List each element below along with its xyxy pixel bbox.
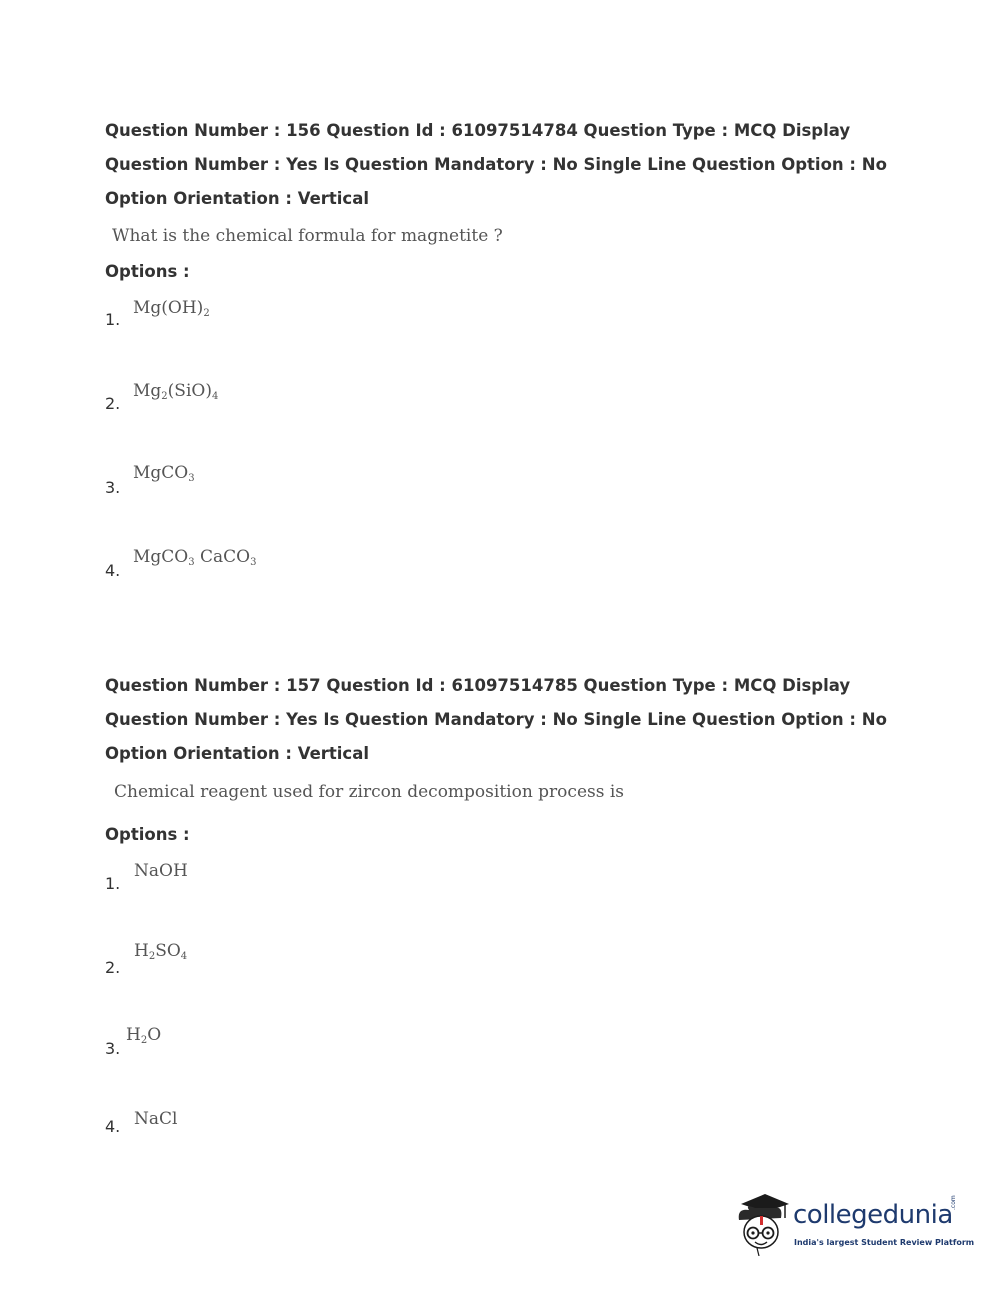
- option-value[interactable]: MgCO$_3$ CaCO$_3$: [133, 547, 257, 568]
- option-value[interactable]: $Mg(OH)_2$: [133, 298, 210, 319]
- options-label: Options :: [105, 262, 190, 281]
- option-value[interactable]: $H_2SO_4$: [134, 941, 188, 962]
- question-text: Chemical reagent used for zircon decomposition process is: [114, 782, 625, 802]
- logo-wordmark: collegedunia: [793, 1200, 953, 1230]
- logo-tagline: India's largest Student Review Platform: [794, 1238, 975, 1247]
- option-value[interactable]: MgCO$_3$: [133, 463, 195, 484]
- option-value[interactable]: NaOH: [134, 861, 188, 881]
- option-number: 3.: [105, 478, 121, 497]
- options-label: Options :: [105, 825, 190, 844]
- option-number: 4.: [105, 1117, 121, 1136]
- question-text: What is the chemical formula for magnetite ?: [112, 226, 503, 246]
- question-header: Question Number : 157 Question Id : 61097514785 Question Type : MCQ Display Question Number : Yes Is Question Mandatory : No Single Line Question Option : No Option Orientation : Vertical: [105, 676, 887, 763]
- collegedunia-logo: [735, 1190, 975, 1256]
- option-number: 3.: [105, 1039, 121, 1058]
- option-number: 2.: [105, 958, 121, 977]
- question-header: Question Number : 156 Question Id : 61097514784 Question Type : MCQ Display Question Number : Yes Is Question Mandatory : No Single Line Question Option : No Option Orientation : Vertical: [105, 121, 887, 208]
- mascot-icon: [735, 1190, 791, 1256]
- option-number: 1.: [105, 310, 121, 329]
- option-value[interactable]: $Mg_2(SiO)_4$: [133, 381, 219, 402]
- option-number: 2.: [105, 394, 121, 413]
- option-number: 1.: [105, 874, 121, 893]
- option-number: 4.: [105, 561, 121, 580]
- logo-suffix: .com: [950, 1195, 957, 1210]
- option-value[interactable]: NaCl: [134, 1109, 178, 1129]
- option-value[interactable]: $H_2O$: [126, 1025, 162, 1046]
